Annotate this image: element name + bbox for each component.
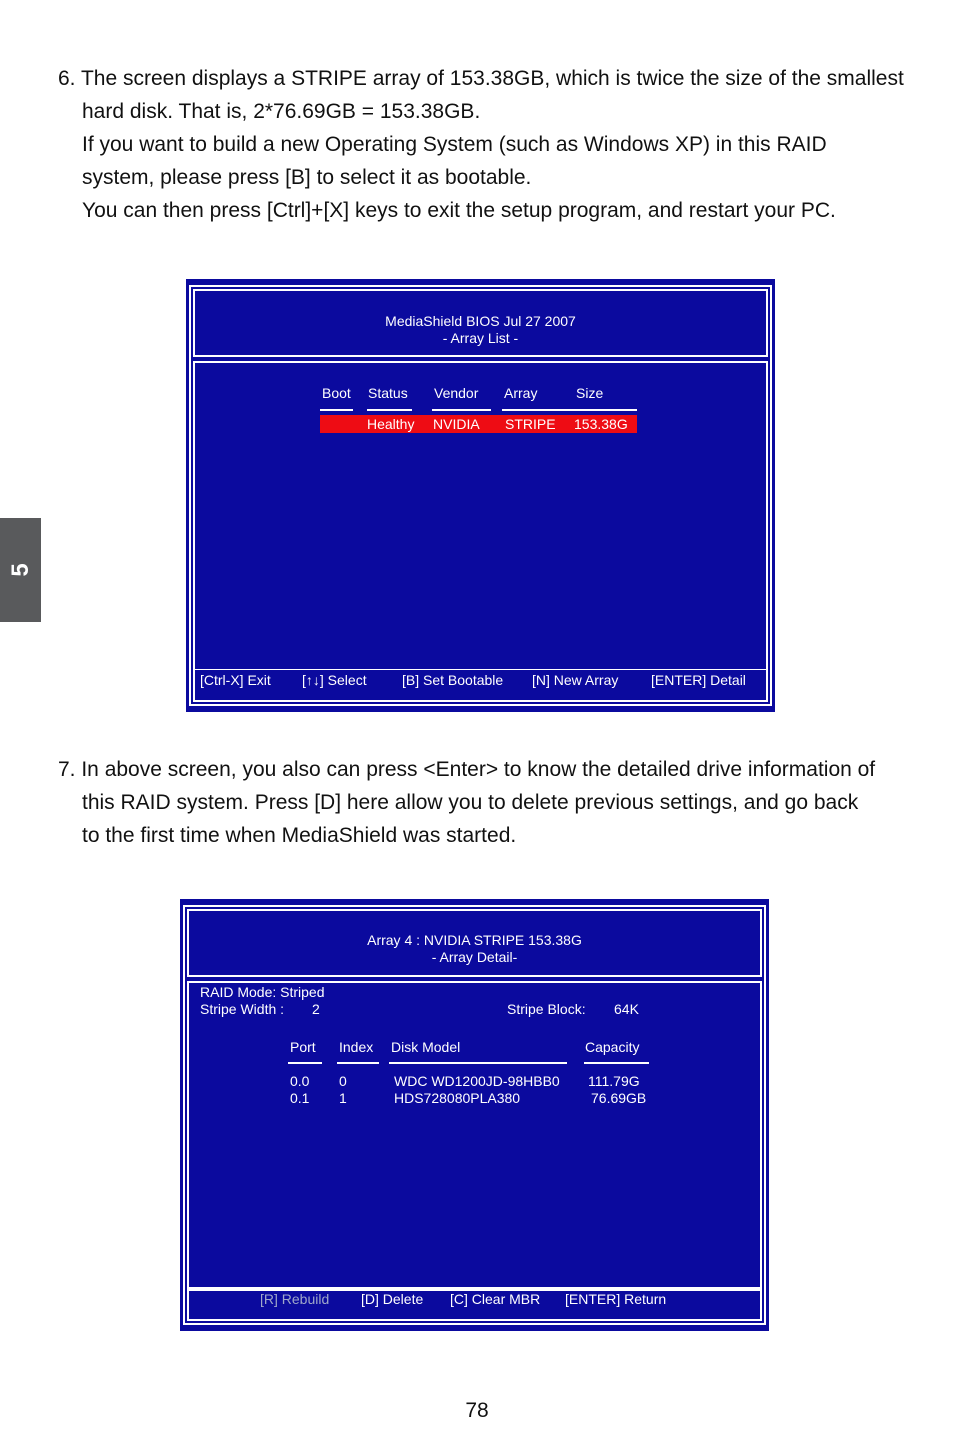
col-underline-port bbox=[288, 1062, 322, 1064]
footer-delete[interactable]: [D] Delete bbox=[361, 1291, 424, 1307]
screen-subtitle: - Array Detail- bbox=[431, 949, 518, 965]
col-header-capacity: Capacity bbox=[585, 1039, 640, 1055]
step-6-text bbox=[58, 62, 918, 227]
step-7-line-3: to the first time when MediaShield was started. bbox=[82, 824, 517, 847]
disk-index: 0 bbox=[339, 1073, 347, 1089]
footer-clear-mbr[interactable]: [C] Clear MBR bbox=[450, 1291, 541, 1307]
row-size: 153.38G bbox=[574, 416, 628, 432]
col-header-size: Size bbox=[576, 385, 604, 401]
col-underline-array-size bbox=[502, 409, 637, 411]
footer-set-bootable[interactable]: [B] Set Bootable bbox=[402, 672, 504, 688]
disk-model: WDC WD1200JD-98HBB0 bbox=[394, 1073, 560, 1089]
step-6-line-1: 6. The screen displays a STRIPE array of 153.38GB, which is twice the size of the smallest bbox=[58, 67, 904, 90]
col-underline-boot bbox=[320, 409, 353, 411]
col-header-vendor: Vendor bbox=[434, 385, 479, 401]
col-underline-capacity bbox=[584, 1062, 649, 1064]
bios-array-detail-screen bbox=[180, 899, 769, 1331]
chapter-tab bbox=[0, 518, 41, 622]
row-vendor: NVIDIA bbox=[433, 416, 480, 432]
step-7-line-2: this RAID system. Press [D] here allow you to delete previous settings, and go back bbox=[82, 791, 859, 814]
stripe-block-label: Stripe Block: bbox=[507, 1001, 586, 1017]
page-number: 78 bbox=[465, 1399, 489, 1422]
row-status: Healthy bbox=[367, 416, 415, 432]
col-header-disk-model: Disk Model bbox=[391, 1039, 461, 1055]
raid-mode: RAID Mode: Striped bbox=[200, 984, 325, 1000]
body-frame bbox=[193, 361, 768, 702]
step-6-line-4: system, please press [B] to select it as bootable. bbox=[82, 166, 532, 189]
col-header-array: Array bbox=[504, 385, 538, 401]
step-7-text bbox=[58, 753, 918, 852]
disk-index: 1 bbox=[339, 1090, 347, 1106]
disk-port: 0.0 bbox=[290, 1073, 310, 1089]
array-row-selected[interactable] bbox=[320, 415, 637, 433]
footer-rebuild[interactable]: [R] Rebuild bbox=[260, 1291, 330, 1307]
step-7-line-1: 7. In above screen, you also can press <Enter> to know the detailed drive information of bbox=[58, 758, 876, 781]
bios-array-list-screen bbox=[186, 279, 775, 712]
stripe-width-label: Stripe Width : bbox=[200, 1001, 285, 1017]
screen-subtitle: - Array List - bbox=[442, 330, 519, 346]
footer-new-array[interactable]: [N] New Array bbox=[532, 672, 619, 688]
disk-model: HDS728080PLA380 bbox=[394, 1090, 521, 1106]
stripe-block-value: 64K bbox=[614, 1001, 639, 1017]
chapter-number: 5 bbox=[6, 563, 34, 577]
footer-detail[interactable]: [ENTER] Detail bbox=[651, 672, 746, 688]
row-array: STRIPE bbox=[505, 416, 556, 432]
col-header-status: Status bbox=[368, 385, 408, 401]
bios-title: MediaShield BIOS Jul 27 2007 bbox=[385, 313, 576, 329]
step-6-line-3: If you want to build a new Operating System (such as Windows XP) in this RAID bbox=[82, 133, 827, 156]
footer-divider bbox=[193, 669, 768, 670]
step-6-line-5: You can then press [Ctrl]+[X] keys to exit the setup program, and restart your PC. bbox=[82, 199, 836, 222]
disk-capacity: 76.69GB bbox=[591, 1090, 647, 1106]
body-frame bbox=[187, 981, 762, 1289]
col-underline-disk-model bbox=[389, 1062, 567, 1064]
col-underline-vendor bbox=[432, 409, 491, 411]
col-underline-status bbox=[367, 409, 412, 411]
col-header-index: Index bbox=[339, 1039, 374, 1055]
disk-port: 0.1 bbox=[290, 1090, 310, 1106]
footer-return[interactable]: [ENTER] Return bbox=[565, 1291, 667, 1307]
col-underline-index bbox=[337, 1062, 379, 1064]
footer-select[interactable]: [↑↓] Select bbox=[302, 672, 367, 688]
col-header-port: Port bbox=[290, 1039, 316, 1055]
stripe-width-value: 2 bbox=[312, 1001, 320, 1017]
disk-capacity: 111.79G bbox=[588, 1073, 640, 1089]
col-header-boot: Boot bbox=[322, 385, 351, 401]
array-title: Array 4 : NVIDIA STRIPE 153.38G bbox=[367, 932, 582, 948]
step-6-line-2: hard disk. That is, 2*76.69GB = 153.38GB. bbox=[82, 100, 481, 123]
footer-exit[interactable]: [Ctrl-X] Exit bbox=[200, 672, 271, 688]
